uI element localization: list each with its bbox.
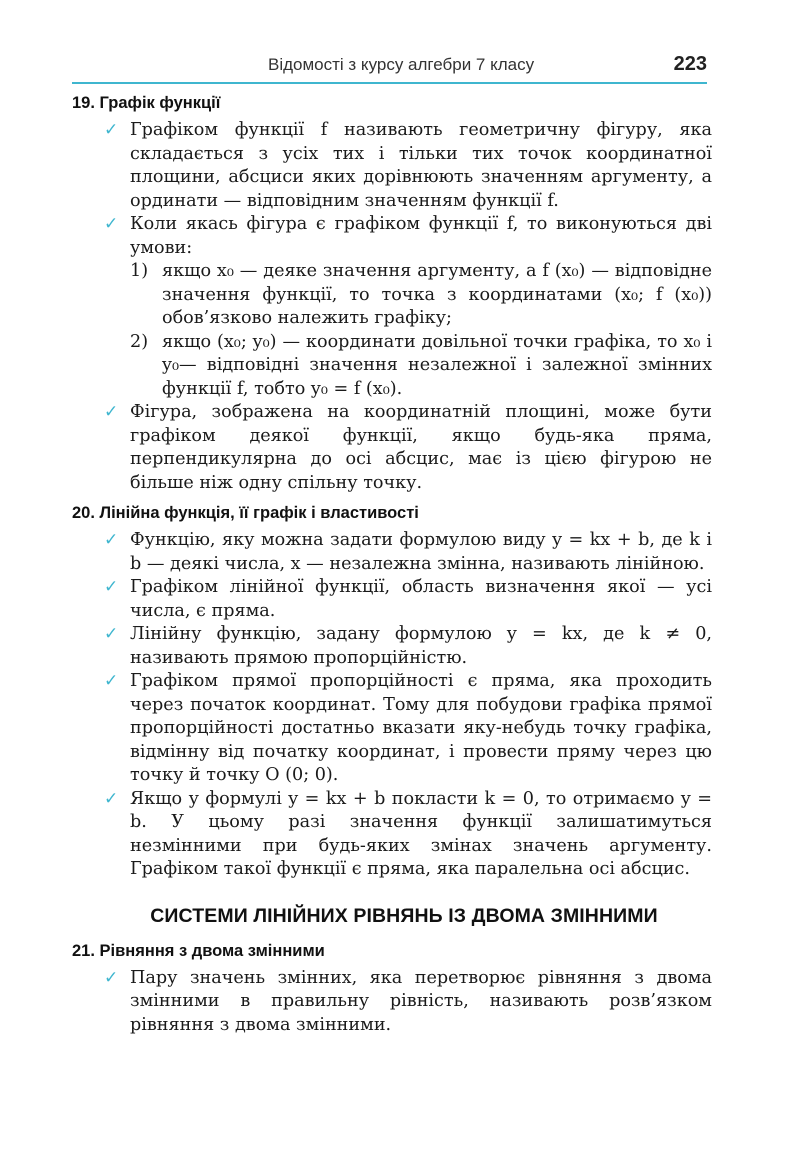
list-item: ✓ Графіком функції f називають геометричну фігуру, яка складається з усіх тих і тільки тих точок координатної площини, абсциси яких дорівнюють значенням аргументу, а ординати — відповідним значенням функції f. xyxy=(104,120,712,211)
page-number: 223 xyxy=(673,53,707,75)
section-title: 19. Графік функції xyxy=(72,94,221,112)
list-item: ✓ Коли якась фігура є графіком функції f, то виконуються дві умови: xyxy=(104,214,712,258)
list-item: ✓ Функцію, яку можна задати формулою виду y = kx + b, де k і b — деякі числа, x — незалежна змінна, називають лінійною. xyxy=(104,530,712,574)
checkmark-icon: ✓ xyxy=(104,214,119,234)
section-title: 21. Рівняння з двома змінними xyxy=(72,941,325,960)
running-header xyxy=(72,52,707,84)
sub-item: 2) якщо (x₀; y₀) — координати довільної точки графіка, то x₀ і y₀— відповідні значення незалежної і залежної змінних функції f, тобто y₀ = f (x₀). xyxy=(130,331,712,399)
header-title: Відомості з курсу алгебри 7 класу xyxy=(268,55,535,74)
chapter-title: СИСТЕМИ ЛІНІЙНИХ РІВНЯНЬ ІЗ ДВОМА ЗМІННИМИ xyxy=(150,904,658,927)
list-item: ✓ Фігура, зображена на координатній площині, може бути графіком деякої функції, якщо будь-яка пряма, перпендикулярна до осі абсцис, має із цією фігурою не більше ніж одну спільну точку. xyxy=(104,402,712,493)
section-title: 20. Лінійна функція, її графік і властивості xyxy=(72,504,419,522)
checkmark-icon: ✓ xyxy=(104,120,119,140)
sub-item-number: 1) xyxy=(130,261,149,281)
list-item: ✓ Пару значень змінних, яка перетворює рівняння з двома змінними в правильну рівність, називають розв’язком рівняння з двома змінними. xyxy=(104,967,712,1035)
checkmark-icon: ✓ xyxy=(104,530,119,550)
checkmark-icon: ✓ xyxy=(104,788,119,809)
checkmark-icon: ✓ xyxy=(104,577,119,597)
sub-item: 1) якщо x₀ — деяке значення аргументу, а f (x₀) — відповідне значення функції, то точка з координатами (x₀; f (x₀)) обов’язково належить графіку; xyxy=(130,261,712,328)
checkmark-icon: ✓ xyxy=(104,402,119,422)
list-item: ✓ Лінійну функцію, задану формулою y = kx, де k ≠ 0, називають прямою пропорційністю. xyxy=(104,624,712,668)
checkmark-icon: ✓ xyxy=(104,671,119,691)
page-content xyxy=(72,94,712,1037)
sub-item-number: 2) xyxy=(130,331,149,352)
list-item: ✓ Якщо у формулі y = kx + b покласти k = 0, то отримаємо y = b. У цьому разі значення функції залишатимуться незмінними при будь-яких змінах значень аргументу. Графіком такої функції є пряма, яка паралельна осі абсцис. xyxy=(104,788,712,879)
list-item: ✓ Графіком прямої пропорційності є пряма, яка проходить через початок координат. Тому для побудови графіка прямої пропорційності достатньо вказати яку-небудь точку графіка, відмінну від початку координат, і провести пряму через цю точку й точку O (0; 0). xyxy=(104,671,712,785)
list-item: ✓ Графіком лінійної функції, область визначення якої — усі числа, є пряма. xyxy=(104,577,712,621)
checkmark-icon: ✓ xyxy=(104,967,119,988)
checkmark-icon: ✓ xyxy=(104,624,119,644)
